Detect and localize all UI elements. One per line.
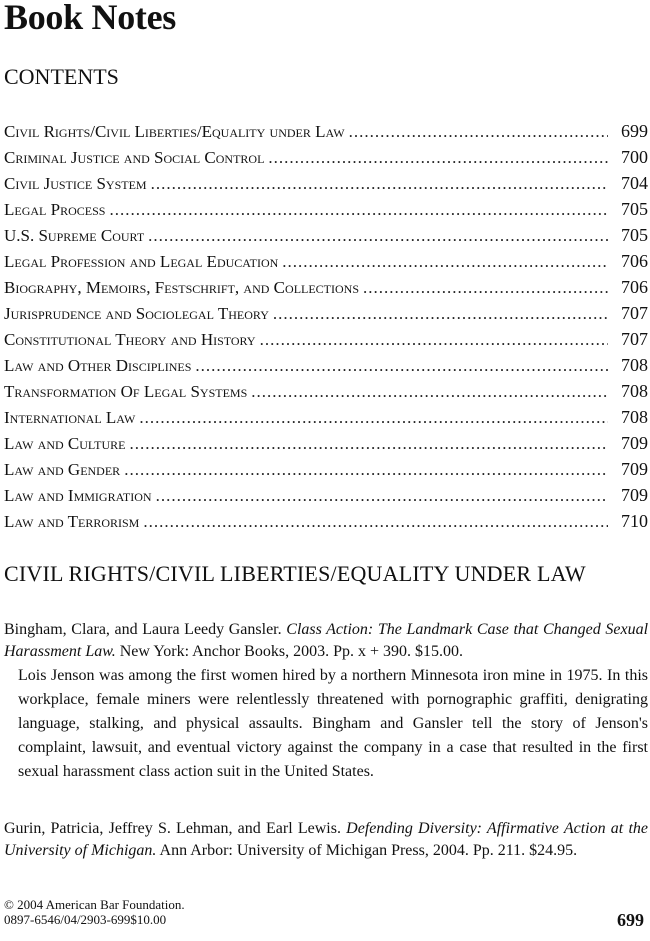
toc-entry-page: 706 <box>621 251 648 271</box>
toc-entry-page: 709 <box>621 485 648 505</box>
toc-entry[interactable] <box>4 196 648 222</box>
book-citation <box>4 619 648 663</box>
dot-leader <box>124 457 608 483</box>
toc-entry-page: 710 <box>621 511 648 531</box>
toc-entry-title: Civil Rights/Civil Liberties/Equality under Law <box>4 122 345 141</box>
toc-entry-title: Law and Terrorism <box>4 512 140 531</box>
toc-entry[interactable] <box>4 404 648 430</box>
toc-entry-page: 704 <box>621 173 648 193</box>
dot-leader <box>156 483 608 509</box>
toc-entry-title: Legal Process <box>4 200 106 219</box>
toc-entry[interactable] <box>4 248 648 274</box>
citation-book-title: Class Action: The Landmark Case that Changed Sexual Harassment Law. <box>4 621 649 660</box>
toc-entry-title: Law and Gender <box>4 460 121 479</box>
footer-issn-code: 0897-6546/04/2903-699$10.00 <box>4 912 167 927</box>
toc-entry-title: Civil Justice System <box>4 174 147 193</box>
dot-leader <box>268 145 608 171</box>
toc-entry[interactable] <box>4 430 648 456</box>
section-heading: CIVIL RIGHTS/CIVIL LIBERTIES/EQUALITY UNDER LAW <box>4 561 586 586</box>
toc-entry[interactable] <box>4 118 648 144</box>
citation-authors: Bingham, Clara, and Laura Leedy Gansler. <box>4 621 282 638</box>
book-summary: Lois Jenson was among the first women hired by a northern Minnesota iron mine in 1975. In this workplace, female miners were relentlessly threatened with pornographic graffiti, denigrating language, stalking, and physical assaults. Bingham and Gansler tell the story of Jenson's complaint, lawsuit, and eventual victory against the company in a case that resulted in the first sexual harassment class action suit in the United States. <box>18 667 648 780</box>
toc-entry[interactable] <box>4 326 648 352</box>
toc-entry-page: 700 <box>621 147 648 167</box>
dot-leader <box>109 197 608 223</box>
toc-entry[interactable] <box>4 508 648 534</box>
dot-leader <box>363 275 608 301</box>
contents-heading: CONTENTS <box>4 64 119 89</box>
dot-leader <box>139 405 608 431</box>
dot-leader <box>195 353 608 379</box>
toc-entry-page: 707 <box>621 303 648 323</box>
toc-entry-title: Jurisprudence and Sociolegal Theory <box>4 304 269 323</box>
table-of-contents <box>4 118 648 534</box>
book-notes-page <box>4 0 649 941</box>
dot-leader <box>143 509 608 535</box>
toc-entry-page: 709 <box>621 459 648 479</box>
toc-entry[interactable] <box>4 274 648 300</box>
toc-entry[interactable] <box>4 482 648 508</box>
toc-entry[interactable] <box>4 352 648 378</box>
toc-entry[interactable] <box>4 300 648 326</box>
dot-leader <box>273 301 608 327</box>
page-number: 699 <box>617 910 644 930</box>
toc-entry[interactable] <box>4 378 648 404</box>
dot-leader <box>282 249 608 275</box>
toc-entry-title: International Law <box>4 408 136 427</box>
toc-entry-title: Transformation Of Legal Systems <box>4 382 248 401</box>
toc-entry[interactable] <box>4 456 648 482</box>
dot-leader <box>148 223 608 249</box>
toc-entry-page: 707 <box>621 329 648 349</box>
toc-entry-page: 705 <box>621 225 648 245</box>
dot-leader <box>349 119 608 145</box>
toc-entry-title: Law and Immigration <box>4 486 152 505</box>
citation-authors: Gurin, Patricia, Jeffrey S. Lehman, and Earl Lewis. <box>4 820 341 837</box>
citation-publication: New York: Anchor Books, 2003. Pp. x + 390. $15.00. <box>119 643 463 660</box>
toc-entry-page: 699 <box>621 121 648 141</box>
toc-entry-title: Law and Other Disciplines <box>4 356 192 375</box>
toc-entry-title: Law and Culture <box>4 434 126 453</box>
toc-entry-title: Legal Profession and Legal Education <box>4 252 279 271</box>
toc-entry[interactable] <box>4 170 648 196</box>
toc-entry[interactable] <box>4 144 648 170</box>
page-title: Book Notes <box>4 0 177 37</box>
toc-entry-page: 708 <box>621 381 648 401</box>
toc-entry-page: 708 <box>621 355 648 375</box>
toc-entry[interactable] <box>4 222 648 248</box>
citation-book-title: Defending Diversity: Affirmative Action at the University of Michigan. <box>4 820 649 859</box>
toc-entry-page: 708 <box>621 407 648 427</box>
book-citation <box>4 818 648 862</box>
dot-leader <box>251 379 608 405</box>
toc-entry-page: 705 <box>621 199 648 219</box>
toc-entry-page: 706 <box>621 277 648 297</box>
dot-leader <box>151 171 608 197</box>
citation-publication: Ann Arbor: University of Michigan Press, 2004. Pp. 211. $24.95. <box>159 842 578 859</box>
dot-leader <box>129 431 608 457</box>
toc-entry-title: Biography, Memoirs, Festschrift, and Collections <box>4 278 360 297</box>
toc-entry-title: U.S. Supreme Court <box>4 226 145 245</box>
dot-leader <box>260 327 608 353</box>
toc-entry-page: 709 <box>621 433 648 453</box>
footer-copyright: © 2004 American Bar Foundation. <box>4 897 185 912</box>
toc-entry-title: Criminal Justice and Social Control <box>4 148 265 167</box>
toc-entry-title: Constitutional Theory and History <box>4 330 256 349</box>
